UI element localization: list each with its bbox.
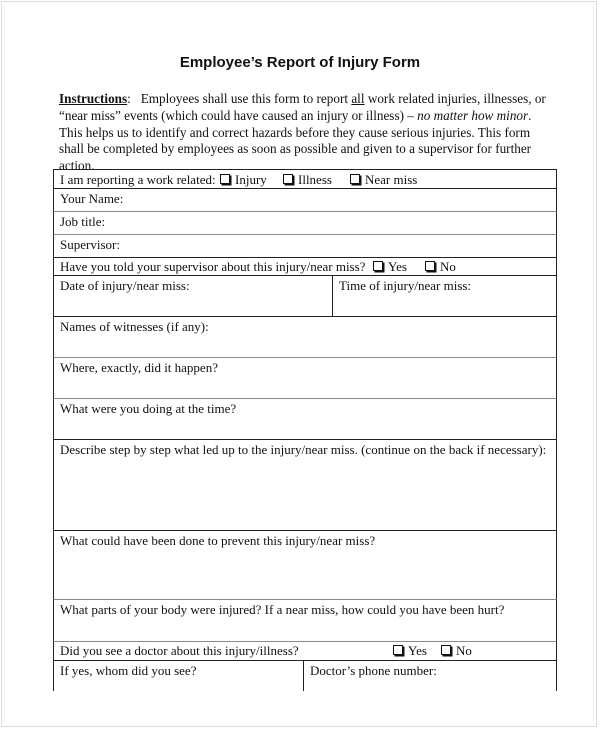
checkbox-icon[interactable] [373,261,383,271]
checkbox-injury[interactable]: Injury [220,172,267,188]
told-supervisor-label: Have you told your supervisor about this injury/near miss? [60,259,366,274]
where-field[interactable] [53,357,557,398]
instructions-paragraph: Instructions: Employees shall use this form to report all work related injuries, illnesses, or “near miss” events (which could have caused an injury or illness) – no matter how minor. This helps us to identify and correct hazards before they cause serious injuries. This form shall be completed by employees as soon as possible and given to a supervisor for further action. [59,91,546,174]
checkbox-icon[interactable] [393,645,403,655]
prevent-label: What could have been done to prevent this injury/near miss? [60,533,376,548]
doctor-phone-field[interactable] [304,661,556,691]
whom-field[interactable] [54,661,303,691]
your-name-field[interactable] [53,188,557,211]
supervisor-field[interactable] [53,234,557,257]
witnesses-label: Names of witnesses (if any): [60,319,209,334]
doing-field[interactable] [53,398,557,439]
your-name-label: Your Name: [60,191,124,206]
where-label: Where, exactly, did it happen? [60,360,218,375]
checkbox-doctor-no[interactable]: No [441,643,472,659]
checkbox-icon[interactable] [283,174,293,184]
time-of-injury-field[interactable] [333,276,556,316]
describe-label: Describe step by step what led up to the injury/near miss. (continue on the back if necessary): [60,442,547,457]
checkbox-icon[interactable] [441,645,451,655]
saw-doctor-row [53,641,557,660]
body-parts-field[interactable] [53,599,557,641]
date-time-row [53,275,557,316]
checkbox-doctor-yes[interactable]: Yes [393,643,427,659]
doctor-info-row [53,660,557,691]
job-title-label: Job title: [60,214,106,229]
instructions-lead: Instructions [59,91,128,106]
time-of-injury-label: Time of injury/near miss: [339,278,472,293]
told-supervisor-row [53,257,557,275]
date-of-injury-label: Date of injury/near miss: [60,278,190,293]
doctor-phone-label: Doctor’s phone number: [310,663,437,678]
reporting-type-label: I am reporting a work related: [60,172,216,187]
checkbox-near-miss[interactable]: Near miss [350,172,417,188]
saw-doctor-label: Did you see a doctor about this injury/illness? [60,643,299,658]
describe-field[interactable] [53,439,557,530]
body-parts-label: What parts of your body were injured? If a near miss, how could you have been hurt? [60,602,505,617]
checkbox-icon[interactable] [425,261,435,271]
checkbox-told-yes[interactable]: Yes [373,259,407,275]
emphasis-minor: no matter how minor [417,107,529,123]
job-title-field[interactable] [53,211,557,234]
date-of-injury-field[interactable] [54,276,332,316]
prevent-field[interactable] [53,530,557,599]
checkbox-illness[interactable]: Illness [283,172,332,188]
checkbox-told-no[interactable]: No [425,259,456,275]
supervisor-label: Supervisor: [60,237,120,252]
checkbox-icon[interactable] [350,174,360,184]
checkbox-icon[interactable] [220,174,230,184]
page-title: Employee’s Report of Injury Form [179,54,421,71]
injury-report-form [53,169,557,691]
reporting-type-row [53,169,557,188]
emphasis-all: all [351,91,365,106]
witnesses-field[interactable] [53,316,557,357]
whom-label: If yes, whom did you see? [60,663,197,678]
doing-label: What were you doing at the time? [60,401,237,416]
